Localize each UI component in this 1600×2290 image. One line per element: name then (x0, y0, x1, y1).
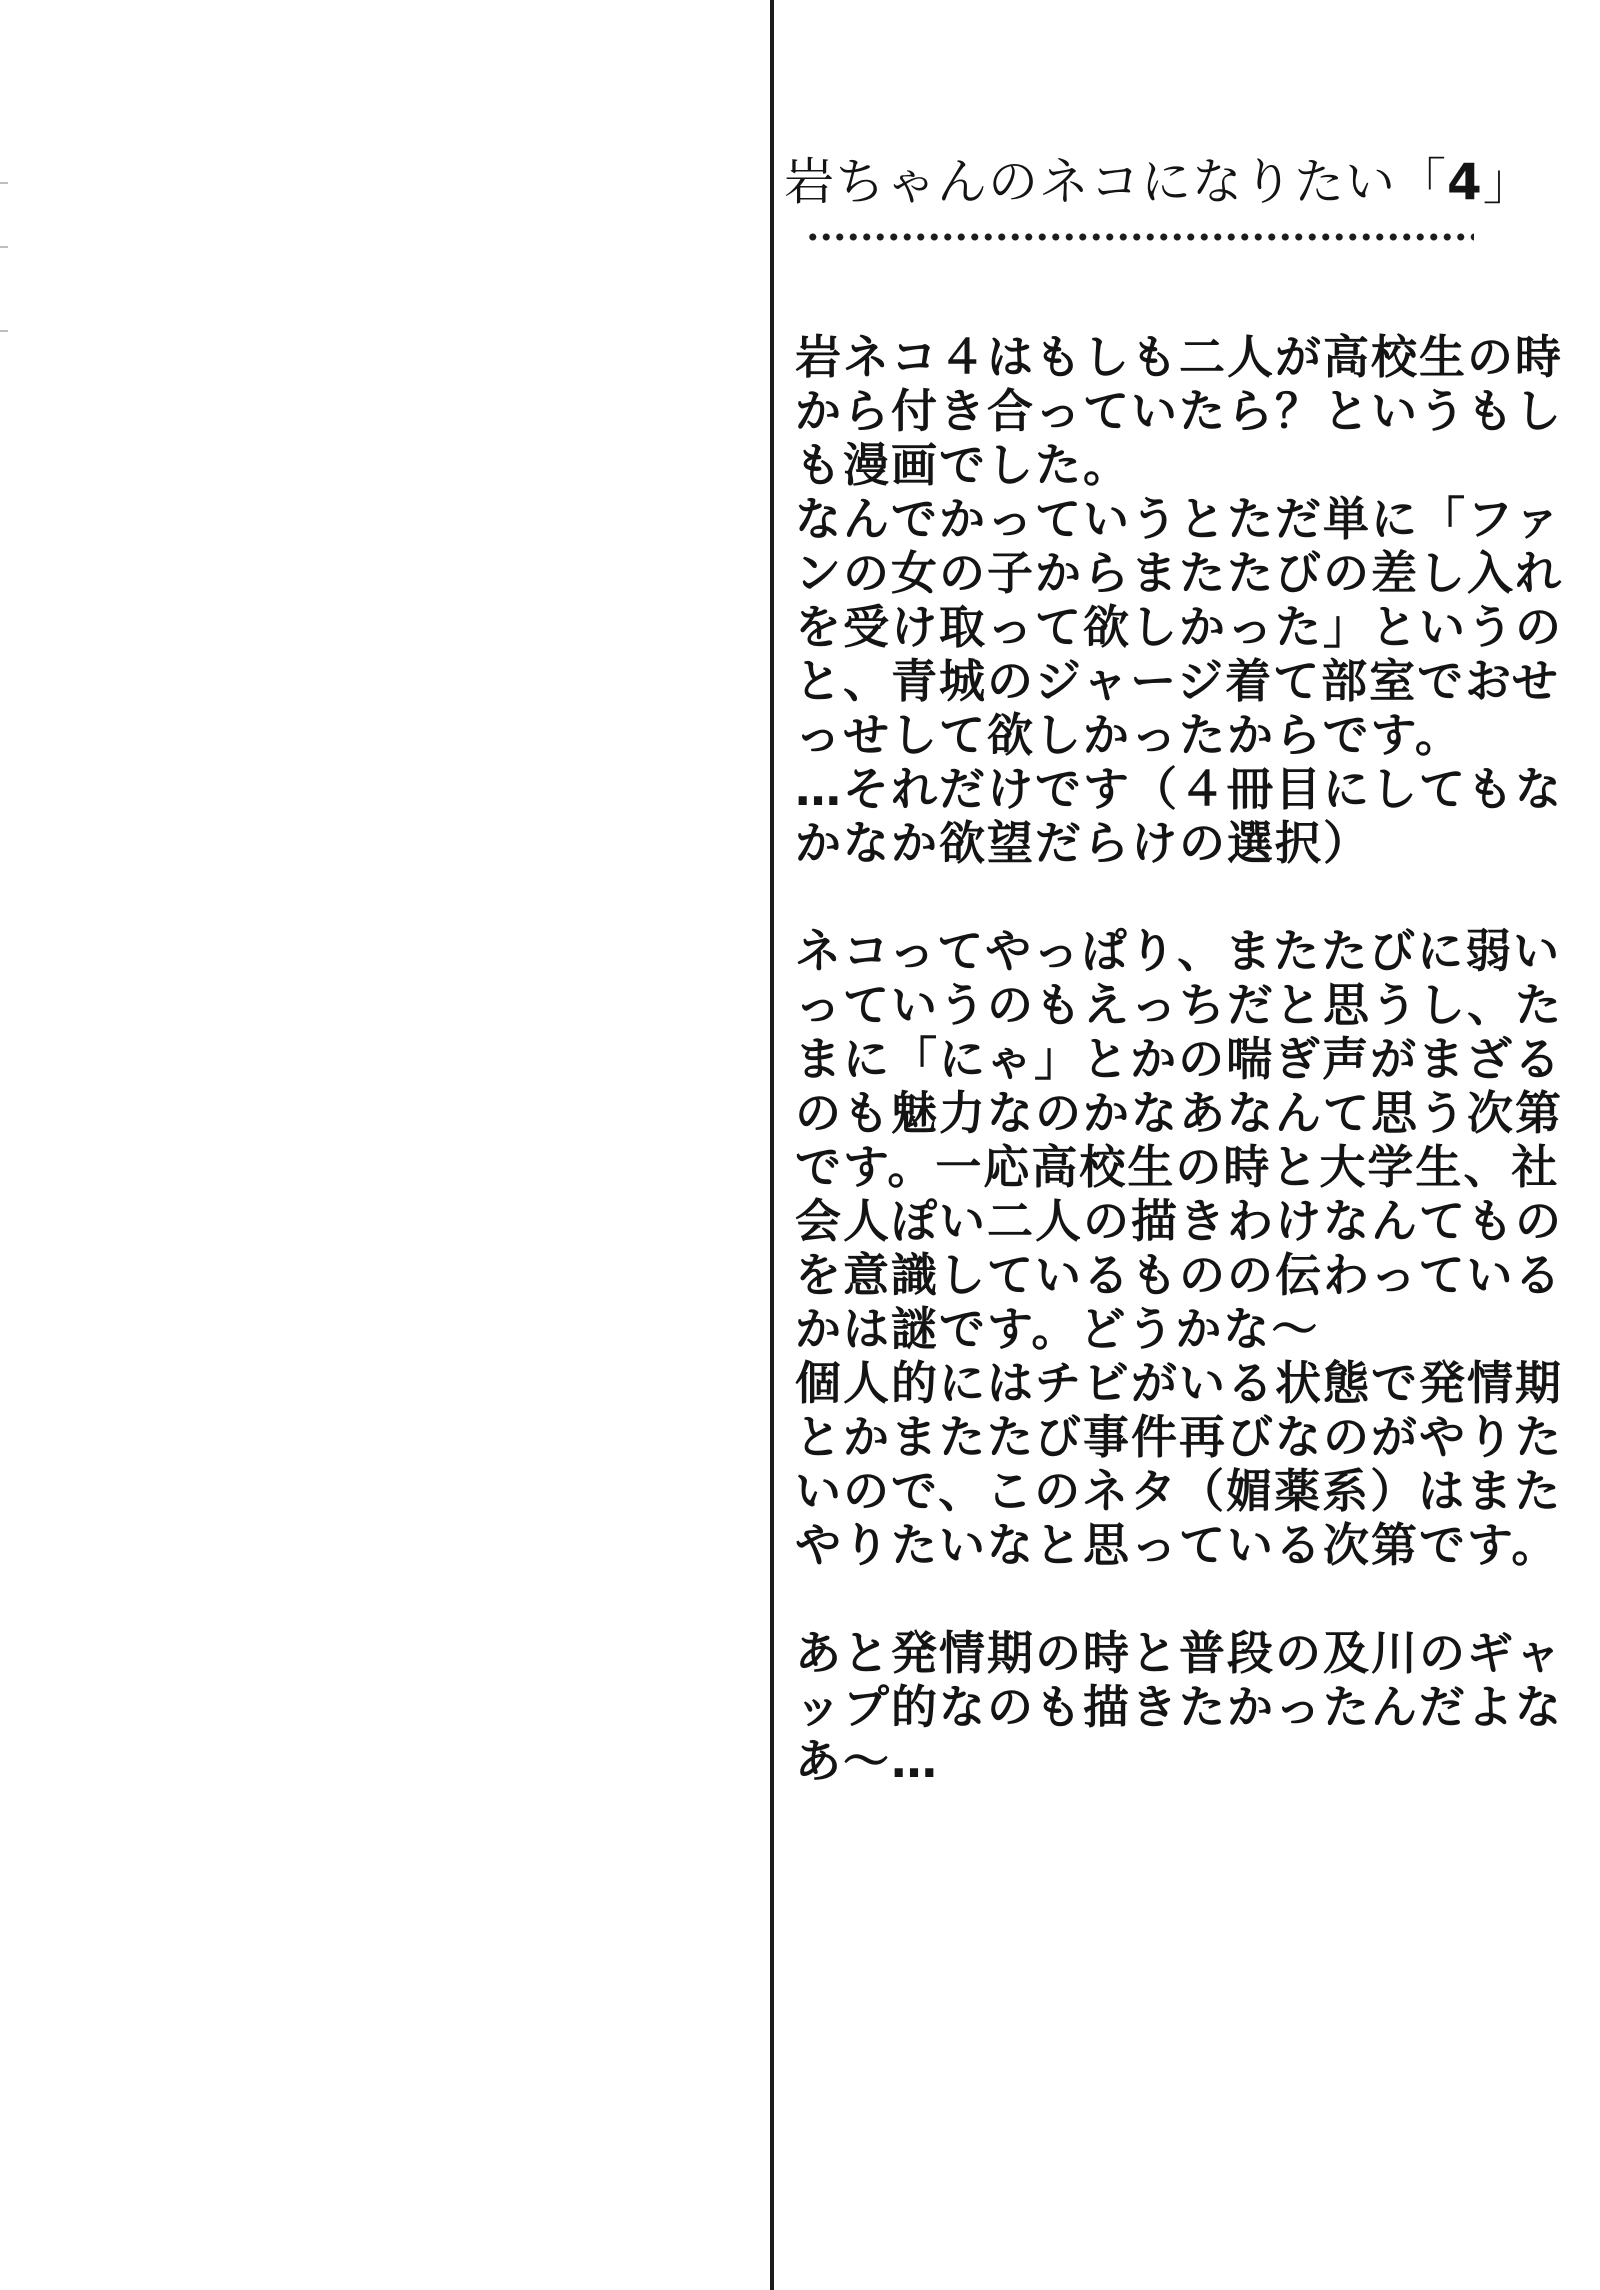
title-main: 岩ちゃんのネコになりたい (784, 153, 1396, 211)
title-close-bracket: 」 (1482, 153, 1534, 211)
text-line: 会人ぽい二人の描きわけなんてもの (795, 1194, 1563, 1248)
page-title (784, 152, 1534, 212)
edge-mark (0, 330, 8, 332)
text-line: とかまたたび事件再びなのがやりた (795, 1410, 1563, 1464)
text-line: を意識しているものの伝わっている (795, 1248, 1563, 1302)
text-line: です。一応高校生の時と大学生、社 (795, 1140, 1560, 1194)
text-line: と、青城のジャージ着て部室でおせ (795, 654, 1560, 708)
text-line: のも魅力なのかなあなんて思う次第 (795, 1086, 1563, 1140)
paragraph-gap (795, 1572, 1495, 1626)
dotted-separator (806, 230, 1474, 244)
text-line: なんでかっていうとただ単に「ファ (795, 492, 1563, 546)
afterword-text (795, 330, 1563, 1788)
page-divider-line (770, 0, 774, 2290)
text-line: ップ的なのも描きたかったんだよな (795, 1680, 1563, 1734)
text-line: 岩ネコ４はもしも二人が高校生の時 (795, 330, 1563, 384)
text-line: まに「にゃ」とかの喘ぎ声がまざる (795, 1032, 1563, 1086)
text-line: かなか欲望だらけの選択） (795, 816, 1371, 870)
edge-mark (0, 182, 8, 184)
left-blank-page (0, 0, 768, 2290)
title-number: 4 (1447, 153, 1483, 211)
text-line: 個人的にはチビがいる状態で発情期 (795, 1356, 1563, 1410)
text-line: ネコってやっぱり、またたびに弱い (795, 924, 1562, 978)
text-line: あと発情期の時と普段の及川のギャ (795, 1626, 1563, 1680)
text-line: やりたいなと思っている次第です。 (795, 1518, 1560, 1572)
text-line: あ～… (795, 1734, 939, 1788)
text-line: っせして欲しかったからです。 (795, 708, 1463, 762)
edge-mark (0, 246, 8, 248)
title-open-bracket: 「 (1396, 153, 1447, 211)
text-line: っていうのもえっちだと思うし、た (795, 978, 1563, 1032)
text-line: …それだけです（４冊目にしてもな (795, 762, 1563, 816)
text-line: を受け取って欲しかった」というの (795, 600, 1563, 654)
text-line: いので、このネタ（媚薬系）はまた (795, 1464, 1563, 1518)
text-line: かは謎です。どうかな～ (795, 1302, 1320, 1356)
text-line: も漫画でした。 (795, 438, 1131, 492)
paragraph-gap (795, 870, 1495, 924)
text-line: ンの女の子からまたたびの差し入れ (795, 546, 1563, 600)
text-line: から付き合っていたら？というもし (795, 384, 1563, 438)
